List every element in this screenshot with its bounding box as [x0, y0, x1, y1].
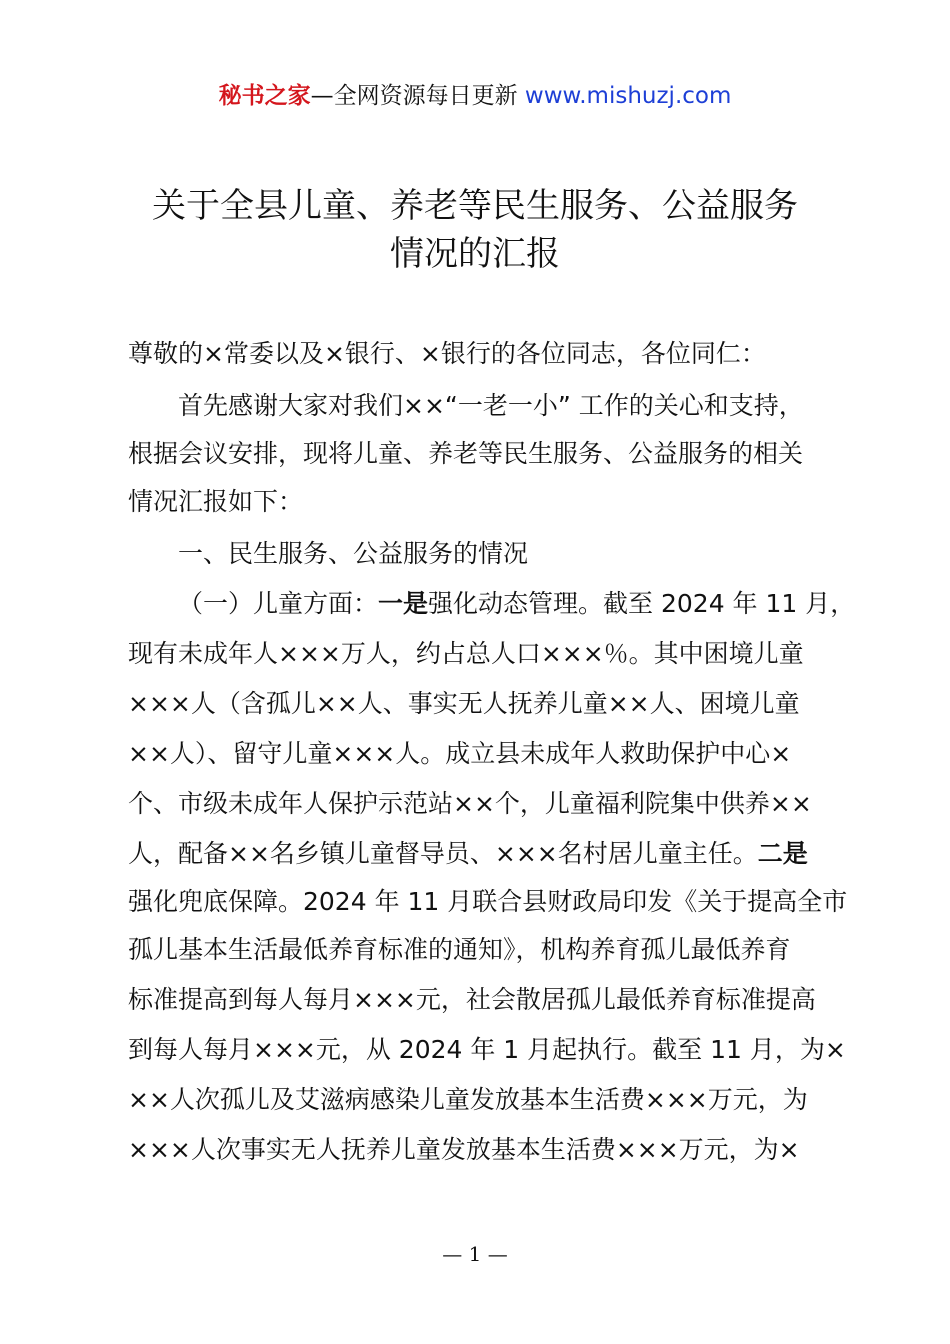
body-line: ×××人（含孤儿××人、事实无人抚养儿童××人、困境儿童 — [128, 689, 800, 718]
title-line-1: 关于全县儿童、养老等民生服务、公益服务 — [152, 186, 798, 226]
site-url-link[interactable]: www.mishuzj.com — [524, 83, 732, 109]
document-title — [0, 182, 950, 278]
salutation: 尊敬的×常委以及×银行、×银行的各位同志，各位同仁： — [128, 339, 766, 368]
body-line: 强化兜底保障。2024 年 11 月联合县财政局印发《关于提高全市 — [128, 887, 848, 916]
header-tagline: —全网资源每日更新 — [310, 83, 518, 109]
point-one-text: 强化动态管理。截至 2024 年 11 月， — [428, 589, 856, 618]
intro-line-2: 根据会议安排，现将儿童、养老等民生服务、公益服务的相关 — [128, 439, 804, 468]
subsection-first-line — [178, 588, 855, 620]
body-line: 标准提高到每人每月×××元，社会散居孤儿最低养育标准提高 — [128, 985, 816, 1014]
body-line: ×××人次事实无人抚养儿童发放基本生活费×××万元，为× — [128, 1135, 800, 1164]
site-header — [0, 80, 950, 112]
section-heading: 一、民生服务、公益服务的情况 — [178, 539, 529, 568]
body-line: ××人）、留守儿童×××人。成立县未成年人救助保护中心× — [128, 739, 792, 768]
body-line-text: 人，配备××名乡镇儿童督导员、×××名村居儿童主任。 — [128, 839, 758, 868]
page-number: — 1 — — [442, 1242, 508, 1266]
brand-name: 秘书之家 — [218, 83, 311, 109]
body-line: 个、市级未成年人保护示范站××个，儿童福利院集中供养×× — [128, 789, 812, 818]
body-line: 到每人每月×××元，从 2024 年 1 月起执行。截至 11 月，为× — [128, 1035, 846, 1064]
point-one-label: 一是 — [378, 589, 429, 618]
intro-line-1: 首先感谢大家对我们××“一老一小” 工作的关心和支持， — [178, 391, 804, 420]
body-line: ××人次孤儿及艾滋病感染儿童发放基本生活费×××万元，为 — [128, 1085, 808, 1114]
body-line: 现有未成年人×××万人，约占总人口×××％。其中困境儿童 — [128, 639, 804, 668]
intro-line-3: 情况汇报如下： — [128, 487, 304, 516]
point-two-label: 二是 — [757, 839, 808, 868]
body-line-with-point-two — [128, 838, 808, 870]
body-line: 孤儿基本生活最低养育标准的通知》，机构养育孤儿最低养育 — [128, 935, 791, 964]
title-line-2: 情况的汇报 — [390, 234, 560, 274]
subsection-lead: （一）儿童方面： — [178, 589, 379, 618]
